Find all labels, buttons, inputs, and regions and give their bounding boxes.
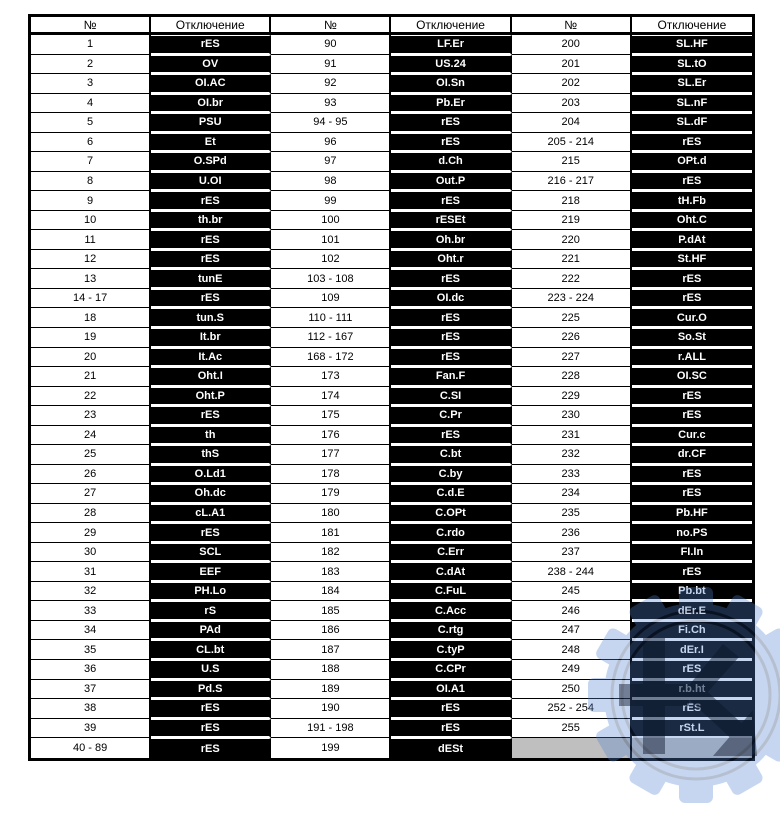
trip-code-cell: no.PS [632,523,752,543]
trip-code-cell: Pb.Er [391,94,511,114]
trip-code-cell: rES [391,719,511,739]
row-number-cell: 94 - 95 [271,113,391,133]
table-row [31,504,752,524]
trip-code-cell: PH.Lo [151,582,271,602]
trip-code-cell: dr.CF [632,445,752,465]
trip-code-cell: C.tyP [391,640,511,660]
row-number-cell: 187 [271,640,391,660]
table-row [31,289,752,309]
row-number-cell: 100 [271,211,391,231]
table-row [31,719,752,739]
header-trip: Отключение [632,17,752,35]
trip-code-cell: dEr.I [632,640,752,660]
row-number-cell: 184 [271,582,391,602]
trip-code-cell: OI.Sn [391,74,511,94]
table-row [31,699,752,719]
trip-code-cell: FI.In [632,543,752,563]
table-row [31,348,752,368]
trip-code-cell: rES [151,35,271,55]
trip-code-cell: Oht.P [151,387,271,407]
trip-code-cell: PSU [151,113,271,133]
row-number-cell: 202 [512,74,632,94]
row-number-cell: 191 - 198 [271,719,391,739]
row-number-cell: 225 [512,308,632,328]
trip-code-cell: rESEt [391,211,511,231]
row-number-cell: 27 [31,484,151,504]
row-number-cell: 112 - 167 [271,328,391,348]
table-row [31,230,752,250]
row-number-cell: 93 [271,94,391,114]
row-number-cell: 26 [31,465,151,485]
trip-code-cell: PAd [151,621,271,641]
trip-code-cell: Oh.br [391,230,511,250]
row-number-cell [512,738,632,758]
table-row [31,640,752,660]
table-row [31,621,752,641]
trip-code-cell: rES [632,406,752,426]
row-number-cell: 38 [31,699,151,719]
row-number-cell: 1 [31,35,151,55]
trip-code-cell: P.dAt [632,230,752,250]
row-number-cell: 31 [31,562,151,582]
row-number-cell: 2 [31,55,151,75]
trip-code-cell: OI.dc [391,289,511,309]
row-number-cell: 248 [512,640,632,660]
trip-code-cell: rES [391,113,511,133]
table-row [31,582,752,602]
trip-code-cell: U.OI [151,172,271,192]
row-number-cell: 234 [512,484,632,504]
table-row [31,445,752,465]
trip-code-cell: rES [632,660,752,680]
trip-code-cell: OI.AC [151,74,271,94]
trip-code-cell: r.ALL [632,348,752,368]
row-number-cell: 36 [31,660,151,680]
trip-code-cell: OPt.d [632,152,752,172]
trip-code-cell: rES [391,269,511,289]
row-number-cell: 238 - 244 [512,562,632,582]
trip-code-cell: rES [632,289,752,309]
table-row [31,680,752,700]
row-number-cell: 6 [31,133,151,153]
row-number-cell: 245 [512,582,632,602]
trip-code-cell: C.d.E [391,484,511,504]
trip-code-cell: St.HF [632,250,752,270]
trip-code-cell: Oht.r [391,250,511,270]
trip-code-cell: C.OPt [391,504,511,524]
trip-code-cell: SL.dF [632,113,752,133]
trip-code-cell: LF.Er [391,35,511,55]
table-body [31,35,752,758]
row-number-cell: 186 [271,621,391,641]
trip-code-cell: SL.tO [632,55,752,75]
row-number-cell: 101 [271,230,391,250]
row-number-cell: 96 [271,133,391,153]
table-row [31,55,752,75]
row-number-cell: 175 [271,406,391,426]
row-number-cell: 220 [512,230,632,250]
table-row [31,543,752,563]
trip-code-cell: C.rdo [391,523,511,543]
trip-code-cell: Oht.I [151,367,271,387]
trip-code-cell: rES [151,230,271,250]
trip-code-cell: Oh.dc [151,484,271,504]
table-row [31,328,752,348]
row-number-cell: 4 [31,94,151,114]
trip-code-cell: th.br [151,211,271,231]
trip-code-cell: rES [632,484,752,504]
row-number-cell: 19 [31,328,151,348]
row-number-cell: 22 [31,387,151,407]
table-row [31,465,752,485]
trip-code-cell: rES [632,699,752,719]
row-number-cell: 177 [271,445,391,465]
row-number-cell: 226 [512,328,632,348]
row-number-cell: 25 [31,445,151,465]
row-number-cell: 24 [31,426,151,446]
row-number-cell: 236 [512,523,632,543]
row-number-cell: 250 [512,680,632,700]
trip-code-cell: tH.Fb [632,191,752,211]
header-row [31,17,752,35]
row-number-cell: 23 [31,406,151,426]
table-row [31,35,752,55]
row-number-cell: 98 [271,172,391,192]
table-row [31,387,752,407]
row-number-cell: 190 [271,699,391,719]
trip-code-cell: th [151,426,271,446]
trip-code-cell: Pb.HF [632,504,752,524]
row-number-cell: 221 [512,250,632,270]
trip-code-cell: rES [632,387,752,407]
row-number-cell: 181 [271,523,391,543]
header-trip: Отключение [391,17,511,35]
table-header [31,17,752,35]
row-number-cell: 103 - 108 [271,269,391,289]
trip-code-cell: OI.SC [632,367,752,387]
trip-code-cell: d.Ch [391,152,511,172]
row-number-cell: 91 [271,55,391,75]
row-number-cell: 28 [31,504,151,524]
trip-code-cell: It.Ac [151,348,271,368]
trip-code-cell: cL.A1 [151,504,271,524]
trip-code-cell: rES [151,250,271,270]
row-number-cell: 9 [31,191,151,211]
row-number-cell: 223 - 224 [512,289,632,309]
trip-code-cell: dESt [391,738,511,758]
trip-code-cell: r.b.ht [632,680,752,700]
trip-code-cell: U.S [151,660,271,680]
trip-code-cell: rES [151,738,271,758]
row-number-cell: 183 [271,562,391,582]
trip-code-cell: Pb.bt [632,582,752,602]
trip-code-cell: C.by [391,465,511,485]
row-number-cell: 18 [31,308,151,328]
trip-code-cell: Fan.F [391,367,511,387]
trip-code-cell: thS [151,445,271,465]
row-number-cell: 246 [512,601,632,621]
table-row [31,601,752,621]
trip-code-cell: rES [391,133,511,153]
trip-code-cell: C.SI [391,387,511,407]
table-row [31,308,752,328]
row-number-cell: 178 [271,465,391,485]
trip-code-cell: So.St [632,328,752,348]
trip-code-cell: Pd.S [151,680,271,700]
table-row [31,211,752,231]
row-number-cell: 188 [271,660,391,680]
row-number-cell: 203 [512,94,632,114]
row-number-cell: 252 - 254 [512,699,632,719]
table-row [31,152,752,172]
trip-code-cell: Fi.Ch [632,621,752,641]
trip-code-cell: rES [632,269,752,289]
trip-code-cell: rES [391,426,511,446]
trip-code-cell: C.Acc [391,601,511,621]
row-number-cell: 174 [271,387,391,407]
table-row [31,74,752,94]
trip-code-cell: SL.nF [632,94,752,114]
table-row [31,191,752,211]
row-number-cell: 219 [512,211,632,231]
row-number-cell: 199 [271,738,391,758]
table-row [31,94,752,114]
row-number-cell: 33 [31,601,151,621]
row-number-cell: 200 [512,35,632,55]
trip-code-cell: O.Ld1 [151,465,271,485]
trip-code-cell: SL.Er [632,74,752,94]
trip-code-cell: tun.S [151,308,271,328]
row-number-cell: 222 [512,269,632,289]
row-number-cell: 182 [271,543,391,563]
row-number-cell: 34 [31,621,151,641]
trip-code-cell: C.Pr [391,406,511,426]
row-number-cell: 110 - 111 [271,308,391,328]
trip-code-cell: rES [632,172,752,192]
trip-code-cell: C.dAt [391,562,511,582]
row-number-cell: 189 [271,680,391,700]
row-number-cell: 201 [512,55,632,75]
row-number-cell: 90 [271,35,391,55]
row-number-cell: 249 [512,660,632,680]
trip-code-cell: Et [151,133,271,153]
trip-code-cell: OI.br [151,94,271,114]
trip-code-cell: SL.HF [632,35,752,55]
row-number-cell: 176 [271,426,391,446]
trip-code-cell: Cur.O [632,308,752,328]
table-row [31,738,752,758]
trip-code-cell: rES [632,133,752,153]
trip-code-cell: C.CPr [391,660,511,680]
trip-code-cell: Oht.C [632,211,752,231]
trip-code-cell: rES [632,465,752,485]
row-number-cell: 247 [512,621,632,641]
row-number-cell: 21 [31,367,151,387]
row-number-cell: 230 [512,406,632,426]
trip-code-cell: O.SPd [151,152,271,172]
row-number-cell: 168 - 172 [271,348,391,368]
row-number-cell: 97 [271,152,391,172]
trip-code-cell: US.24 [391,55,511,75]
row-number-cell: 8 [31,172,151,192]
table-row [31,484,752,504]
trip-code-cell: rS [151,601,271,621]
row-number-cell: 180 [271,504,391,524]
row-number-cell: 40 - 89 [31,738,151,758]
trip-code-cell: C.rtg [391,621,511,641]
row-number-cell: 233 [512,465,632,485]
trip-code-cell: rES [391,308,511,328]
row-number-cell: 102 [271,250,391,270]
row-number-cell: 173 [271,367,391,387]
row-number-cell: 204 [512,113,632,133]
row-number-cell: 12 [31,250,151,270]
trip-code-cell: C.FuL [391,582,511,602]
row-number-cell: 205 - 214 [512,133,632,153]
trip-code-cell [632,738,752,758]
trip-code-cell: Cur.c [632,426,752,446]
trip-code-cell: Out.P [391,172,511,192]
row-number-cell: 14 - 17 [31,289,151,309]
row-number-cell: 11 [31,230,151,250]
row-number-cell: 231 [512,426,632,446]
trip-code-cell: C.Err [391,543,511,563]
trip-code-cell: OV [151,55,271,75]
row-number-cell: 35 [31,640,151,660]
header-number: № [31,17,151,35]
row-number-cell: 227 [512,348,632,368]
header-number: № [271,17,391,35]
table-row [31,367,752,387]
trip-code-cell: rES [151,289,271,309]
row-number-cell: 228 [512,367,632,387]
row-number-cell: 215 [512,152,632,172]
row-number-cell: 5 [31,113,151,133]
row-number-cell: 7 [31,152,151,172]
trip-code-cell: rES [391,328,511,348]
trip-code-cell: rES [151,191,271,211]
table-row [31,523,752,543]
trip-code-table [31,17,752,758]
trip-code-cell: rES [391,348,511,368]
trip-code-cell: EEF [151,562,271,582]
table-row [31,660,752,680]
table-row [31,133,752,153]
trip-code-cell: CL.bt [151,640,271,660]
trip-code-cell: tunE [151,269,271,289]
table-row [31,250,752,270]
trip-code-cell: It.br [151,328,271,348]
trip-code-cell: rES [151,523,271,543]
trip-code-cell: rES [391,699,511,719]
row-number-cell: 32 [31,582,151,602]
trip-code-cell: C.bt [391,445,511,465]
row-number-cell: 179 [271,484,391,504]
row-number-cell: 29 [31,523,151,543]
table-row [31,269,752,289]
table-row [31,406,752,426]
trip-code-cell: rES [151,719,271,739]
row-number-cell: 99 [271,191,391,211]
trip-code-cell: rES [151,699,271,719]
row-number-cell: 255 [512,719,632,739]
row-number-cell: 237 [512,543,632,563]
row-number-cell: 3 [31,74,151,94]
header-number: № [512,17,632,35]
trip-code-table-frame [28,14,755,761]
table-row [31,172,752,192]
trip-code-cell: rSt.L [632,719,752,739]
row-number-cell: 232 [512,445,632,465]
trip-code-cell: OI.A1 [391,680,511,700]
trip-code-cell: SCL [151,543,271,563]
row-number-cell: 185 [271,601,391,621]
table-row [31,562,752,582]
row-number-cell: 109 [271,289,391,309]
row-number-cell: 30 [31,543,151,563]
row-number-cell: 37 [31,680,151,700]
row-number-cell: 13 [31,269,151,289]
row-number-cell: 10 [31,211,151,231]
header-trip: Отключение [151,17,271,35]
row-number-cell: 235 [512,504,632,524]
table-row [31,426,752,446]
row-number-cell: 216 - 217 [512,172,632,192]
row-number-cell: 218 [512,191,632,211]
trip-code-cell: rES [151,406,271,426]
row-number-cell: 229 [512,387,632,407]
row-number-cell: 39 [31,719,151,739]
table-row [31,113,752,133]
trip-code-cell: dEr.E [632,601,752,621]
trip-code-cell: rES [391,191,511,211]
row-number-cell: 92 [271,74,391,94]
row-number-cell: 20 [31,348,151,368]
trip-code-cell: rES [632,562,752,582]
